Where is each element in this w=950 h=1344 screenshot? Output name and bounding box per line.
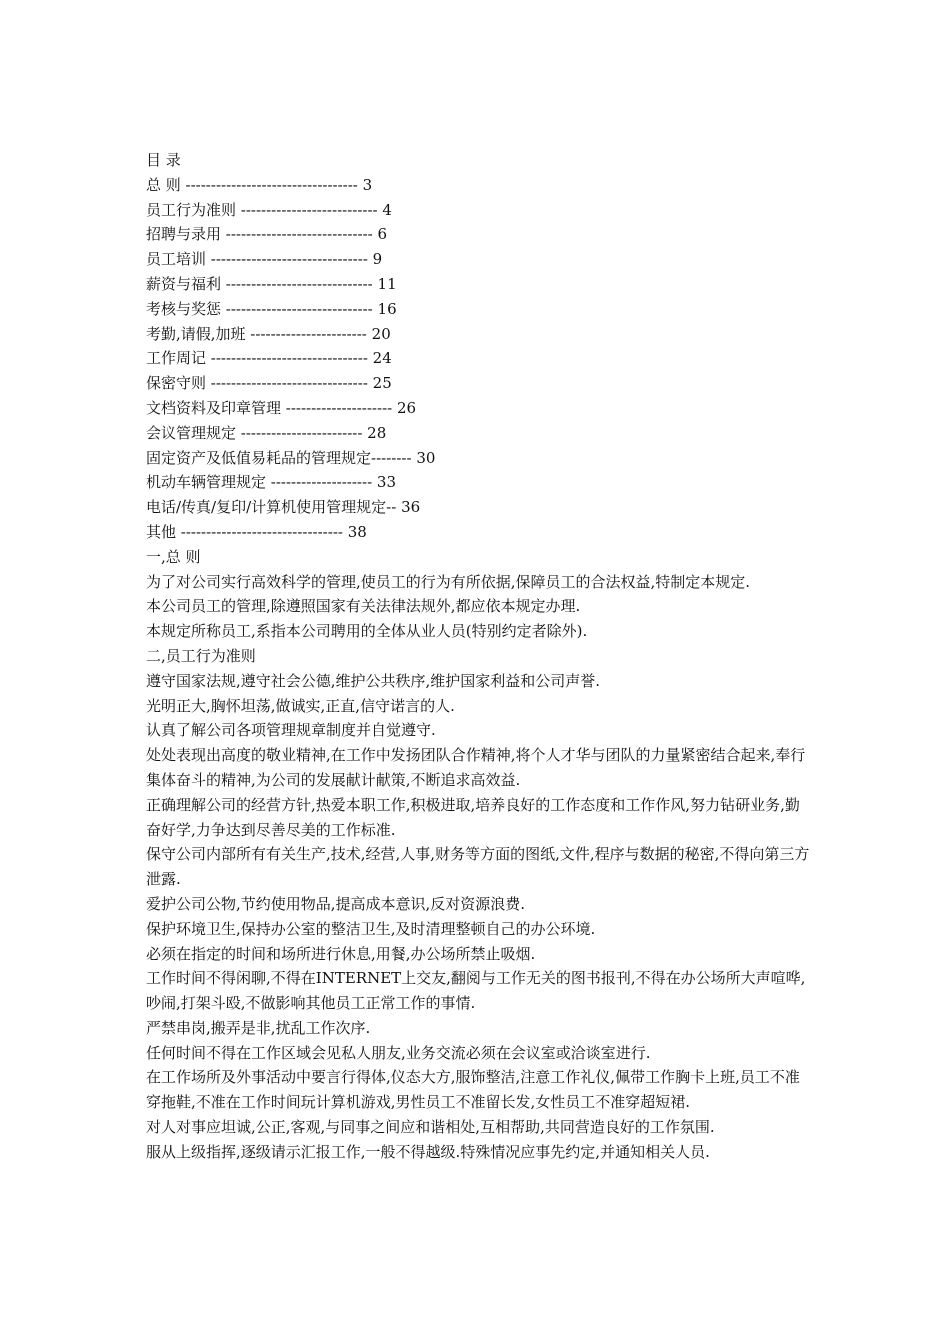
toc-entry: 总 则 ---------------------------------- 3 [146, 175, 373, 194]
toc-title: 目 录 [146, 151, 181, 169]
toc-entry: 其他 -------------------------------- 38 [146, 522, 367, 541]
toc-entry: 薪资与福利 ----------------------------- 11 [146, 274, 397, 293]
toc-entry: 招聘与录用 ----------------------------- 6 [146, 225, 388, 244]
paragraph: 为了对公司实行高效科学的管理,使员工的行为有所依据,保障员工的合法权益,特制定本规定. [146, 572, 751, 591]
toc-entry: 工作周记 ------------------------------- 24 [146, 349, 392, 368]
paragraph: 在工作场所及外事活动中要言行得体,仪态大方,服饰整洁,注意工作礼仪,佩带工作胸卡上班,员工不准穿拖鞋,不准在工作时间玩计算机游戏,男性员工不准留长发,女性员工不准穿超短裙. [146, 1068, 800, 1112]
toc-entry: 电话/传真/复印/计算机使用管理规定-- 36 [146, 498, 421, 517]
toc-entry: 保密守则 ------------------------------- 25 [146, 374, 392, 393]
toc-entry: 员工行为准则 --------------------------- 4 [146, 200, 392, 219]
paragraph: 严禁串岗,搬弄是非,扰乱工作次序. [146, 1018, 371, 1037]
paragraph: 保守公司内部所有有关生产,技术,经营,人事,财务等方面的图纸,文件,程序与数据的秘密,不得向第三方泄露. [146, 845, 810, 889]
paragraph: 处处表现出高度的敬业精神,在工作中发扬团队合作精神,将个人才华与团队的力量紧密结合起来,奉行集体奋斗的精神,为公司的发展献计献策,不断追求高效益. [146, 746, 806, 789]
paragraph: 对人对事应坦诚,公正,客观,与同事之间应和谐相处,互相帮助,共同营造良好的工作氛围. [146, 1118, 715, 1137]
paragraph: 服从上级指挥,逐级请示汇报工作,一般不得越级.特殊情况应事先约定,并通知相关人员. [146, 1142, 710, 1161]
paragraph: 保护环境卫生,保持办公室的整洁卫生,及时清理整顿自己的办公环境. [146, 919, 596, 938]
paragraph: 必须在指定的时间和场所进行休息,用餐,办公场所禁止吸烟. [146, 944, 536, 963]
toc-entry: 会议管理规定 ------------------------ 28 [146, 423, 387, 442]
paragraph: 认真了解公司各项管理规章制度并自觉遵守. [146, 721, 436, 740]
toc-entry: 固定资产及低值易耗品的管理规定-------- 30 [146, 448, 436, 467]
document-page [146, 148, 812, 1165]
toc-entry: 机动车辆管理规定 -------------------- 33 [146, 473, 396, 492]
toc-entry: 员工培训 ------------------------------- 9 [146, 250, 383, 269]
toc-entry: 文档资料及印章管理 --------------------- 26 [146, 398, 417, 417]
paragraph: 遵守国家法规,遵守社会公德,维护公共秩序,维护国家利益和公司声誉. [146, 671, 601, 690]
paragraph: 本规定所称员工,系指本公司聘用的全体从业人员(特别约定者除外). [146, 622, 588, 641]
section-heading-general: 一,总 则 [146, 547, 201, 566]
toc-entry: 考核与奖惩 ----------------------------- 16 [146, 299, 397, 318]
paragraph: 正确理解公司的经营方针,热爱本职工作,积极进取,培养良好的工作态度和工作作风,努力钻研业务,勤奋好学,力争达到尽善尽美的工作标准. [146, 795, 800, 839]
section-heading-conduct: 二,员工行为准则 [146, 646, 256, 665]
paragraph: 本公司员工的管理,除遵照国家有关法律法规外,都应依本规定办理. [146, 597, 581, 616]
paragraph: 任何时间不得在工作区域会见私人朋友,业务交流必须在会议室或洽谈室进行. [146, 1043, 651, 1062]
paragraph: 爱护公司公物,节约使用物品,提高成本意识,反对资源浪费. [146, 894, 526, 913]
paragraph: 工作时间不得闲聊,不得在INTERNET上交友,翻阅与工作无关的图书报刊,不得在办公场所大声喧哗,吵闹,打架斗殴,不做影响其他员工正常工作的事情. [146, 969, 806, 1013]
toc-list [146, 173, 812, 545]
toc-entry: 考勤,请假,加班 ----------------------- 20 [146, 324, 391, 343]
paragraph: 光明正大,胸怀坦荡,做诚实,正直,信守诺言的人. [146, 696, 455, 715]
